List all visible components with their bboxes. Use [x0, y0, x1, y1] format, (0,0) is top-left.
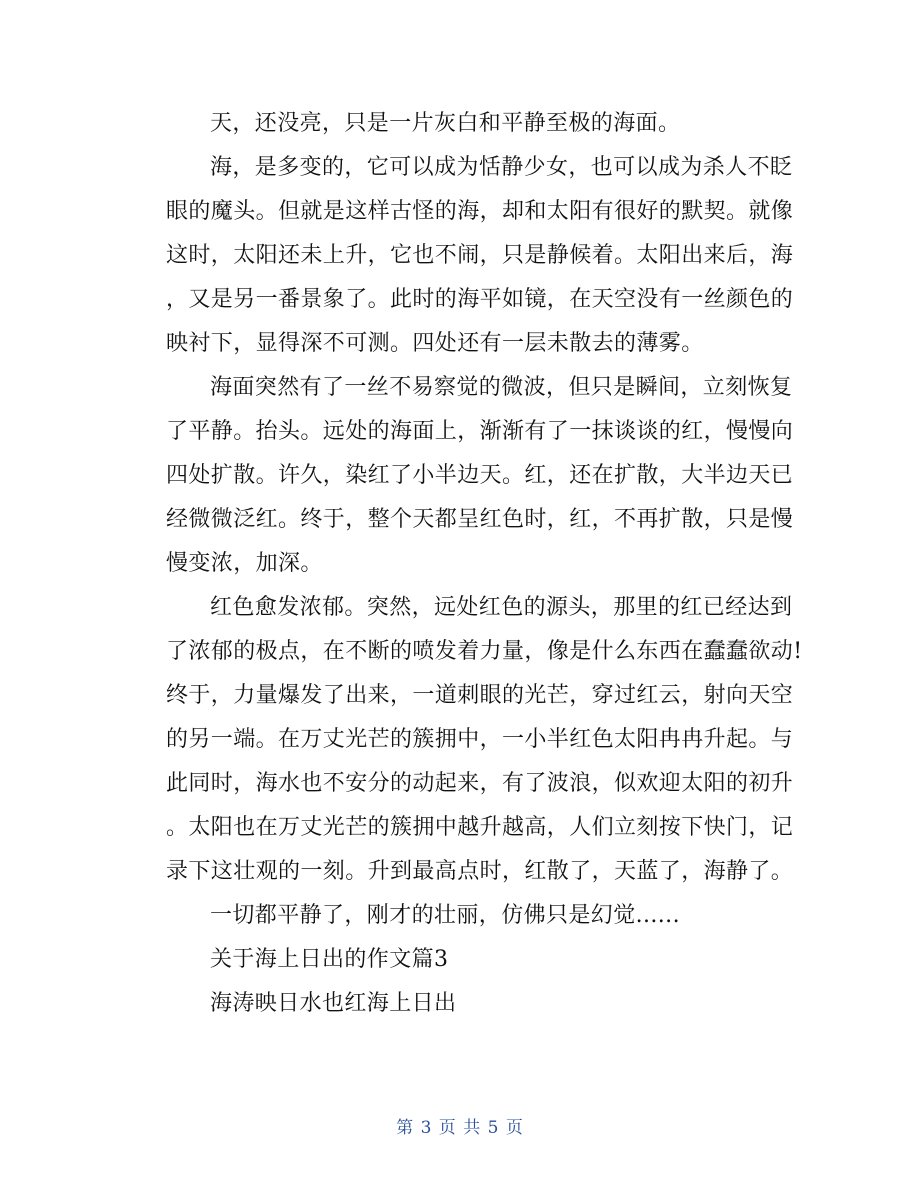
paragraph-line: 录下这壮观的一刻。升到最高点时，红散了，天蓝了，海静了。 [166, 859, 794, 884]
document-body [166, 102, 803, 1026]
paragraph-line: 红色愈发浓郁。突然，远处红色的源头，那里的红已经达到 [210, 595, 793, 620]
paragraph-line: ，又是另一番景象了。此时的海平如镜，在天空没有一丝颜色的 [166, 287, 794, 312]
paragraph-line: 一切都平静了，刚才的壮丽，仿佛只是幻觉...... [210, 903, 680, 928]
paragraph-line: 了浓郁的极点，在不断的喷发着力量，像是什么东西在蠢蠢欲动! [166, 639, 803, 664]
paragraph-line: 这时，太阳还未上升，它也不闹，只是静候着。太阳出来后，海 [166, 243, 794, 268]
paragraph-line: 的另一端。在万丈光芒的簇拥中，一小半红色太阳冉冉升起。与 [166, 727, 794, 752]
paragraph-line: 了平静。抬头。远处的海面上，渐渐有了一抹谈谈的红，慢慢向 [166, 419, 794, 444]
paragraph-line: 此同时，海水也不安分的动起来，有了波浪，似欢迎太阳的初升 [166, 771, 794, 796]
article-title: 海涛映日水也红海上日出 [210, 991, 457, 1016]
paragraph-line: 海面突然有了一丝不易察觉的微波，但只是瞬间，立刻恢复 [210, 375, 793, 400]
paragraph-line: 终于，力量爆发了出来，一道刺眼的光芒，穿过红云，射向天空 [166, 683, 794, 708]
page-number-footer: 第 3 页 共 5 页 [396, 1118, 524, 1138]
paragraph-line: 四处扩散。许久，染红了小半边天。红，还在扩散，大半边天已 [166, 463, 794, 488]
paragraph-line: 。太阳也在万丈光芒的簇拥中越升越高，人们立刻按下快门，记 [166, 815, 794, 840]
paragraph-line: 天，还没亮，只是一片灰白和平静至极的海面。 [210, 111, 681, 136]
section-heading: 关于海上日出的作文篇3 [210, 947, 449, 972]
paragraph-line: 眼的魔头。但就是这样古怪的海，却和太阳有很好的默契。就像 [166, 199, 794, 224]
paragraph-line: 海，是多变的，它可以成为恬静少女，也可以成为杀人不眨 [210, 155, 793, 180]
paragraph-line: 经微微泛红。终于，整个天都呈红色时，红，不再扩散，只是慢 [166, 507, 794, 532]
paragraph-line: 慢变浓，加深。 [166, 551, 323, 576]
paragraph-line: 映衬下，显得深不可测。四处还有一层未散去的薄雾。 [166, 331, 704, 356]
